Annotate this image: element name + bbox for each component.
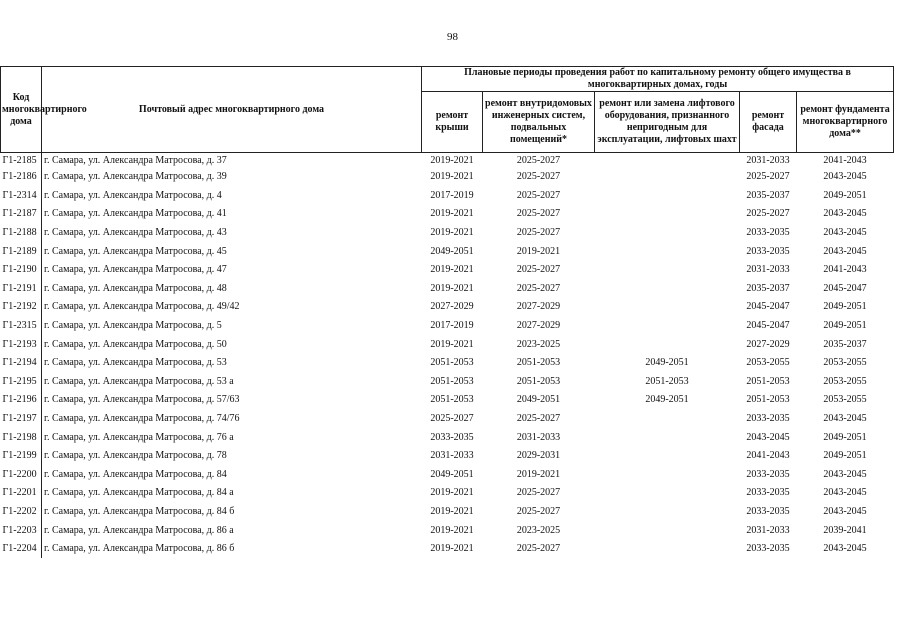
engineering-period-cell: 2025-2027 <box>516 413 561 425</box>
facade-period-cell: 2033-2035 <box>746 245 790 257</box>
address-cell: г. Самара, ул. Александра Матросова, д. 4 <box>44 189 222 201</box>
roof-period-cell: 2017-2019 <box>430 320 474 332</box>
table-row <box>1 354 894 373</box>
roof-period-cell: 2019-2021 <box>430 227 474 239</box>
facade-period-cell: 2053-2055 <box>746 357 790 369</box>
foundation-period-cell: 2039-2041 <box>823 524 867 536</box>
elevator-period-cell <box>595 484 740 503</box>
address-cell: г. Самара, ул. Александра Матросова, д. 86 б <box>44 543 235 555</box>
address-cell: г. Самара, ул. Александра Матросова, д. 43 <box>44 227 227 239</box>
table-row <box>1 521 894 540</box>
foundation-period-cell: 2049-2051 <box>823 431 867 443</box>
foundation-period-cell: 2035-2037 <box>823 338 867 350</box>
roof-period-cell: 2049-2051 <box>430 245 474 257</box>
address-cell: г. Самара, ул. Александра Матросова, д. 86 а <box>44 524 234 536</box>
facade-period-cell: 2031-2033 <box>746 264 790 276</box>
foundation-period-cell: 2043-2045 <box>823 468 867 480</box>
facade-period-cell: 2031-2033 <box>746 154 790 166</box>
address-cell: г. Самара, ул. Александра Матросова, д. 49/42 <box>44 301 240 313</box>
elevator-period-cell <box>595 335 740 354</box>
address-cell: г. Самара, ул. Александра Матросова, д. 74/76 <box>44 413 240 425</box>
elevator-period-cell <box>595 205 740 224</box>
roof-period-cell: 2019-2021 <box>430 154 474 166</box>
elevator-period-cell <box>595 261 740 280</box>
elevator-period-cell <box>595 317 740 336</box>
engineering-period-cell: 2051-2053 <box>516 357 561 369</box>
house-code-cell: Г1-2194 <box>1 354 42 373</box>
address-cell: г. Самара, ул. Александра Матросова, д. 5 <box>44 320 222 332</box>
engineering-period-cell: 2025-2027 <box>516 189 561 201</box>
elevator-period-cell <box>595 466 740 485</box>
elevator-period-cell <box>595 503 740 522</box>
table-row <box>1 373 894 392</box>
engineering-period-cell: 2025-2027 <box>516 171 561 183</box>
table-body <box>1 153 894 559</box>
engineering-period-cell: 2025-2027 <box>516 543 561 555</box>
elevator-period-cell: 2051-2053 <box>645 375 689 387</box>
header-roof: ремонт крыши <box>422 92 483 153</box>
facade-period-cell: 2045-2047 <box>746 320 790 332</box>
facade-period-cell: 2033-2035 <box>746 543 790 555</box>
roof-period-cell: 2031-2033 <box>430 450 474 462</box>
house-code-cell: Г1-2200 <box>1 466 42 485</box>
foundation-period-cell: 2043-2045 <box>823 208 867 220</box>
table-row <box>1 410 894 429</box>
foundation-period-cell: 2049-2051 <box>823 189 867 201</box>
elevator-period-cell <box>595 187 740 206</box>
house-code-cell: Г1-2314 <box>1 187 42 206</box>
elevator-period-cell <box>595 153 740 169</box>
engineering-period-cell: 2051-2053 <box>516 375 561 387</box>
table-row <box>1 153 894 169</box>
address-cell: г. Самара, ул. Александра Матросова, д. 50 <box>44 338 227 350</box>
address-cell: г. Самара, ул. Александра Матросова, д. 41 <box>44 208 227 220</box>
foundation-period-cell: 2041-2043 <box>823 154 867 166</box>
house-code-cell: Г1-2202 <box>1 503 42 522</box>
roof-period-cell: 2019-2021 <box>430 487 474 499</box>
facade-period-cell: 2035-2037 <box>746 282 790 294</box>
house-code-cell: Г1-2191 <box>1 280 42 299</box>
header-foundation: ремонт фундамента многоквартирного дома** <box>797 92 894 153</box>
page-number: 98 <box>447 31 458 43</box>
facade-period-cell: 2033-2035 <box>746 413 790 425</box>
table-row <box>1 540 894 559</box>
house-code-cell: Г1-2196 <box>1 391 42 410</box>
facade-period-cell: 2035-2037 <box>746 189 790 201</box>
roof-period-cell: 2019-2021 <box>430 338 474 350</box>
address-cell: г. Самара, ул. Александра Матросова, д. 47 <box>44 264 227 276</box>
elevator-period-cell <box>595 242 740 261</box>
roof-period-cell: 2017-2019 <box>430 189 474 201</box>
roof-period-cell: 2019-2021 <box>430 264 474 276</box>
roof-period-cell: 2019-2021 <box>430 282 474 294</box>
header-elevator: ремонт или замена лифтового оборудования, признанного непригодным для эксплуатации, лифтовых шахт <box>595 92 740 153</box>
elevator-period-cell <box>595 224 740 243</box>
foundation-period-cell: 2043-2045 <box>823 487 867 499</box>
engineering-period-cell: 2025-2027 <box>516 487 561 499</box>
engineering-period-cell: 2025-2027 <box>516 282 561 294</box>
table-row <box>1 205 894 224</box>
foundation-period-cell: 2053-2055 <box>823 394 867 406</box>
facade-period-cell: 2041-2043 <box>746 450 790 462</box>
engineering-period-cell: 2049-2051 <box>516 394 561 406</box>
roof-period-cell: 2027-2029 <box>430 301 474 313</box>
address-cell: г. Самара, ул. Александра Матросова, д. 48 <box>44 282 227 294</box>
house-code-cell: Г1-2192 <box>1 298 42 317</box>
elevator-period-cell <box>595 168 740 187</box>
elevator-period-cell <box>595 280 740 299</box>
roof-period-cell: 2019-2021 <box>430 208 474 220</box>
address-cell: г. Самара, ул. Александра Матросова, д. 57/63 <box>44 394 240 406</box>
elevator-period-cell <box>595 521 740 540</box>
table-header <box>1 67 894 153</box>
engineering-period-cell: 2023-2025 <box>516 338 561 350</box>
house-code-cell: Г1-2199 <box>1 447 42 466</box>
roof-period-cell: 2051-2053 <box>430 357 474 369</box>
facade-period-cell: 2031-2033 <box>746 524 790 536</box>
roof-period-cell: 2019-2021 <box>430 543 474 555</box>
house-code-cell: Г1-2198 <box>1 428 42 447</box>
elevator-period-cell <box>595 298 740 317</box>
address-cell: г. Самара, ул. Александра Матросова, д. 84 б <box>44 505 235 517</box>
table-row <box>1 242 894 261</box>
foundation-period-cell: 2049-2051 <box>823 301 867 313</box>
foundation-period-cell: 2043-2045 <box>823 543 867 555</box>
table-row <box>1 187 894 206</box>
facade-period-cell: 2033-2035 <box>746 468 790 480</box>
address-cell: г. Самара, ул. Александра Матросова, д. 53 а <box>44 375 234 387</box>
facade-period-cell: 2043-2045 <box>746 431 790 443</box>
capital-repair-table <box>0 66 894 558</box>
house-code-cell: Г1-2190 <box>1 261 42 280</box>
foundation-period-cell: 2043-2045 <box>823 505 867 517</box>
foundation-period-cell: 2041-2043 <box>823 264 867 276</box>
engineering-period-cell: 2025-2027 <box>516 208 561 220</box>
engineering-period-cell: 2023-2025 <box>516 524 561 536</box>
table-row <box>1 447 894 466</box>
address-cell: г. Самара, ул. Александра Матросова, д. 37 <box>44 154 227 166</box>
header-code: Код многоквартирного дома <box>1 67 42 153</box>
header-engineering: ремонт внутридомовых инженерных систем, подвальных помещений* <box>483 92 595 153</box>
roof-period-cell: 2049-2051 <box>430 468 474 480</box>
facade-period-cell: 2025-2027 <box>746 208 790 220</box>
table-row <box>1 280 894 299</box>
table-row <box>1 391 894 410</box>
facade-period-cell: 2051-2053 <box>746 394 790 406</box>
house-code-cell: Г1-2315 <box>1 317 42 336</box>
facade-period-cell: 2051-2053 <box>746 375 790 387</box>
foundation-period-cell: 2043-2045 <box>823 171 867 183</box>
header-periods-group: Плановые периоды проведения работ по капитальному ремонту общего имущества в многоквартирных домах, годы <box>422 67 894 92</box>
house-code-cell: Г1-2185 <box>1 153 42 169</box>
address-cell: г. Самара, ул. Александра Матросова, д. 45 <box>44 245 227 257</box>
elevator-period-cell <box>595 428 740 447</box>
house-code-cell: Г1-2186 <box>1 168 42 187</box>
foundation-period-cell: 2053-2055 <box>823 357 867 369</box>
elevator-period-cell: 2049-2051 <box>645 394 689 406</box>
address-cell: г. Самара, ул. Александра Матросова, д. 53 <box>44 357 227 369</box>
table-row <box>1 335 894 354</box>
table-row <box>1 261 894 280</box>
facade-period-cell: 2025-2027 <box>746 171 790 183</box>
house-code-cell: Г1-2204 <box>1 540 42 559</box>
table-row <box>1 224 894 243</box>
table-row <box>1 466 894 485</box>
house-code-cell: Г1-2188 <box>1 224 42 243</box>
facade-period-cell: 2027-2029 <box>746 338 790 350</box>
table-row <box>1 317 894 336</box>
table-row <box>1 503 894 522</box>
table-row <box>1 428 894 447</box>
facade-period-cell: 2033-2035 <box>746 487 790 499</box>
engineering-period-cell: 2019-2021 <box>516 245 561 257</box>
roof-period-cell: 2051-2053 <box>430 394 474 406</box>
address-cell: г. Самара, ул. Александра Матросова, д. 78 <box>44 450 227 462</box>
address-cell: г. Самара, ул. Александра Матросова, д. 84 <box>44 468 227 480</box>
elevator-period-cell <box>595 410 740 429</box>
roof-period-cell: 2051-2053 <box>430 375 474 387</box>
foundation-period-cell: 2045-2047 <box>823 282 867 294</box>
table-row <box>1 168 894 187</box>
facade-period-cell: 2033-2035 <box>746 227 790 239</box>
foundation-period-cell: 2053-2055 <box>823 375 867 387</box>
elevator-period-cell <box>595 447 740 466</box>
house-code-cell: Г1-2201 <box>1 484 42 503</box>
house-code-cell: Г1-2203 <box>1 521 42 540</box>
address-cell: г. Самара, ул. Александра Матросова, д. 39 <box>44 171 227 183</box>
foundation-period-cell: 2043-2045 <box>823 227 867 239</box>
elevator-period-cell <box>595 540 740 559</box>
facade-period-cell: 2045-2047 <box>746 301 790 313</box>
house-code-cell: Г1-2195 <box>1 373 42 392</box>
header-address: Почтовый адрес многоквартирного дома <box>42 67 422 153</box>
engineering-period-cell: 2025-2027 <box>516 264 561 276</box>
roof-period-cell: 2033-2035 <box>430 431 474 443</box>
elevator-period-cell: 2049-2051 <box>645 357 689 369</box>
engineering-period-cell: 2027-2029 <box>516 320 561 332</box>
header-facade: ремонт фасада <box>740 92 797 153</box>
engineering-period-cell: 2019-2021 <box>516 468 561 480</box>
engineering-period-cell: 2025-2027 <box>516 227 561 239</box>
roof-period-cell: 2019-2021 <box>430 505 474 517</box>
address-cell: г. Самара, ул. Александра Матросова, д. 84 а <box>44 487 234 499</box>
table-row <box>1 298 894 317</box>
engineering-period-cell: 2027-2029 <box>516 301 561 313</box>
facade-period-cell: 2033-2035 <box>746 505 790 517</box>
roof-period-cell: 2025-2027 <box>430 413 474 425</box>
house-code-cell: Г1-2189 <box>1 242 42 261</box>
house-code-cell: Г1-2197 <box>1 410 42 429</box>
address-cell: г. Самара, ул. Александра Матросова, д. 76 а <box>44 431 234 443</box>
table-row <box>1 484 894 503</box>
roof-period-cell: 2019-2021 <box>430 171 474 183</box>
engineering-period-cell: 2029-2031 <box>516 450 561 462</box>
engineering-period-cell: 2025-2027 <box>516 505 561 517</box>
foundation-period-cell: 2049-2051 <box>823 320 867 332</box>
engineering-period-cell: 2031-2033 <box>516 431 561 443</box>
roof-period-cell: 2019-2021 <box>430 524 474 536</box>
house-code-cell: Г1-2193 <box>1 335 42 354</box>
foundation-period-cell: 2049-2051 <box>823 450 867 462</box>
foundation-period-cell: 2043-2045 <box>823 245 867 257</box>
engineering-period-cell: 2025-2027 <box>516 154 561 166</box>
house-code-cell: Г1-2187 <box>1 205 42 224</box>
foundation-period-cell: 2043-2045 <box>823 413 867 425</box>
